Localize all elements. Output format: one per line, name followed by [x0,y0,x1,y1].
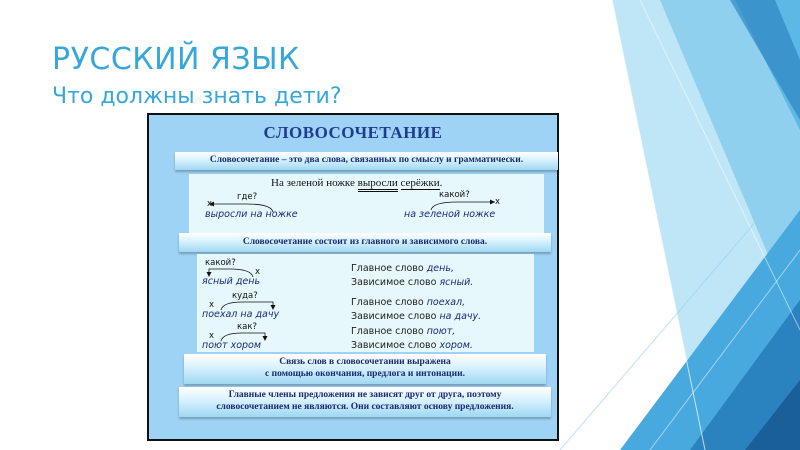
sentence-example-panel [189,174,544,236]
phrase2-question: какой? [439,190,470,200]
example1-main-label: Главное слово [351,263,427,274]
final-band [179,387,551,417]
sentence-subject: серёжки [400,177,440,189]
example3-question: как? [237,322,257,332]
sentence-end: . [439,177,443,189]
link-rule-band [184,354,546,384]
example1-question: какой? [205,258,236,268]
slide-subtitle: Что должны знать дети? [52,84,342,109]
example3-main-label: Главное слово [351,326,427,337]
example2-explanation [351,296,481,324]
final-line2: словосочетанием не являются. Они составляют основу предложения. [216,402,514,412]
phrase1-text: выросли на ножке [205,209,298,220]
definition-band [175,152,558,170]
example3-dep-label: Зависимое слово [351,340,440,351]
slide-title: РУССКИЙ ЯЗЫК [52,42,300,77]
link-rule-line2: с помощью окончания, предлога и интонации. [265,369,465,379]
example2-mark: х [209,300,215,310]
example2-question: куда? [232,291,258,301]
board-title: СЛОВОСОЧЕТАНИЕ [263,123,443,142]
example3-explanation [351,325,473,353]
sentence-predicate: выросли [358,177,398,192]
example2-dep-label: Зависимое слово [351,311,440,322]
final-line1: Главные члены предложения не зависят друг от друга, поэтому [228,390,502,400]
sentence-start: На зеленой ножке [271,177,358,189]
example1-dep-word: ясный. [439,277,474,288]
link-rule-line1: Связь слов в словосочетании выражена [279,357,451,367]
example-sentence [271,177,442,189]
examples-panel [197,254,534,352]
example2-main-word: поехал, [426,297,466,308]
phrase2-text: на зеленой ножке [404,209,496,220]
rule-text: Словосочетание состоит из главного и зависимого слова. [242,237,488,247]
phrase1-question: где? [237,192,258,202]
example3-mark: х [209,331,215,341]
phrase1-mark: х [207,199,213,209]
example1-mark: х [255,267,261,277]
example3-dep-word: хором. [439,340,473,351]
example3-main-word: поют, [426,326,456,337]
phrase2-mark: х [495,197,501,207]
example2-dep-word: на дачу. [439,311,482,322]
rule-band [179,233,551,252]
example3-words: поют хором [202,340,262,351]
example1-dep-label: Зависимое слово [351,277,440,288]
poster-board [147,113,559,441]
definition-text: Словосочетание – это два слова, связанных по смыслу и грамматически. [209,155,524,165]
example1-words: ясный день [202,276,261,287]
example2-words: поехал на дачу [202,309,280,320]
example1-explanation [351,262,473,290]
example1-main-word: день, [426,263,454,274]
example2-main-label: Главное слово [351,297,427,308]
